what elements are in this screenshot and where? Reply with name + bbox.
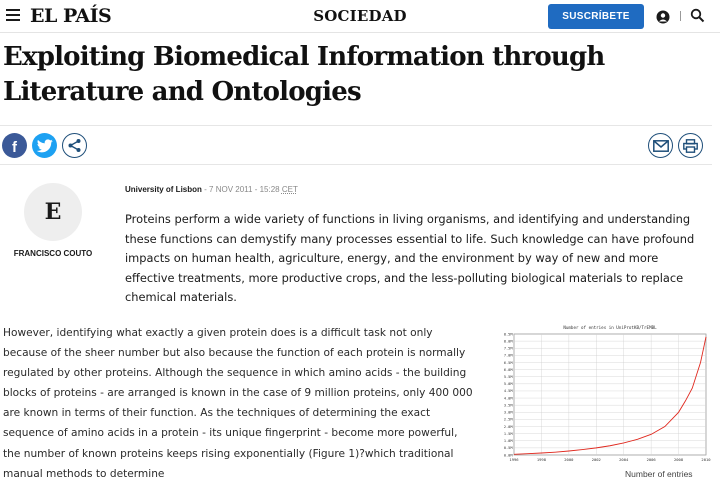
top-navigation-bar [0,0,720,33]
chart-x-tick-label: 2000 [564,457,574,462]
chart-title: Number of entries in UniProtKB/TrEMBL [563,325,657,330]
figure-caption: Number of entries [625,469,693,479]
svg-text:f: f [12,139,17,156]
chart-x-tick-label: 2010 [701,457,711,462]
chart-y-tick-label: 7.5M [503,346,513,351]
author-name[interactable]: FRANCISCO COUTO [13,249,93,258]
subscribe-button[interactable]: SUSCRÍBETE [548,4,644,29]
chart-x-tick-label: 2002 [591,457,601,462]
chart-y-tick-label: 5.0M [503,382,513,387]
chart-plot-area [514,334,706,455]
chart-y-tick-label: 3.0M [503,410,513,415]
share-icon[interactable] [62,133,87,158]
chart-y-tick-label: 0.0M [503,453,513,458]
chart-y-tick-label: 8.5M [503,332,513,337]
byline-date: 7 NOV 2011 - 15:28 [209,185,280,194]
byline-organization[interactable]: University of Lisbon [125,185,202,194]
search-icon[interactable] [690,8,705,23]
chart-y-tick-label: 1.0M [503,439,513,444]
user-icon[interactable] [656,9,670,23]
chart-y-tick-label: 8.0M [503,339,513,344]
section-label[interactable]: SOCIEDAD [313,7,407,25]
chart-x-tick-label: 1998 [536,457,547,462]
byline-timezone: CET [281,185,298,194]
menu-icon[interactable] [6,9,20,23]
figure-chart [498,322,712,472]
site-logo[interactable]: EL PAÍS [30,5,112,27]
byline-separator: - [204,185,207,194]
chart-x-tick-label: 2004 [619,457,629,462]
author-initial: E [44,199,62,225]
article-title: Exploiting Biomedical Information through Literature and Ontologies [3,42,605,107]
divider [0,164,712,165]
header-divider [680,11,681,21]
chart-y-tick-label: 6.5M [503,360,513,365]
author-avatar[interactable] [24,183,82,241]
chart-y-tick-label: 3.5M [503,403,513,408]
byline [125,185,298,194]
email-icon[interactable] [648,133,673,158]
chart-y-tick-label: 0.5M [503,446,513,451]
chart-x-tick-label: 2008 [673,457,684,462]
twitter-icon[interactable] [32,133,57,158]
article-body: However, identifying what exactly a given protein does is a difficult task not only because of the sheer number but also because the function of each protein is normally regulated by other proteins. Although the sequence in which amino acids - the building blocks of proteins - are arranged is known in the case of 9 million proteins, only 400 000 are known in terms of their function. As the techniques of determining the exact sequence of amino acids in a protein - its unique fingerprint - become more powerful, the number of known proteins keeps rising exponentially (Figure 1)?which traditional manual methods to determine [3,327,473,480]
chart-y-tick-label: 2.0M [503,424,513,429]
chart-y-tick-label: 4.0M [503,396,513,401]
chart-y-tick-label: 7.0M [503,353,513,358]
print-icon[interactable] [678,133,703,158]
article-lead: Proteins perform a wide variety of functions in living organisms, and identifying and understanding these functions can demystify many processes essential to life. Such knowledge can have profound impacts on human health, agriculture, energy, and the environment by way of new and more effective treatments, more productive crops, and the less-polluting biological materials to replace chemical materials. [125,212,695,305]
chart-y-tick-label: 6.0M [503,367,513,372]
chart-x-tick-label: 1996 [509,457,519,462]
facebook-icon[interactable] [2,133,27,158]
chart-y-tick-label: 5.5M [503,375,513,380]
entries-line-chart [498,322,712,472]
chart-y-tick-label: 2.5M [503,417,513,422]
divider [0,125,712,126]
chart-y-tick-label: 4.5M [503,389,513,394]
chart-y-tick-label: 1.5M [503,431,513,436]
chart-x-tick-label: 2006 [646,457,656,462]
